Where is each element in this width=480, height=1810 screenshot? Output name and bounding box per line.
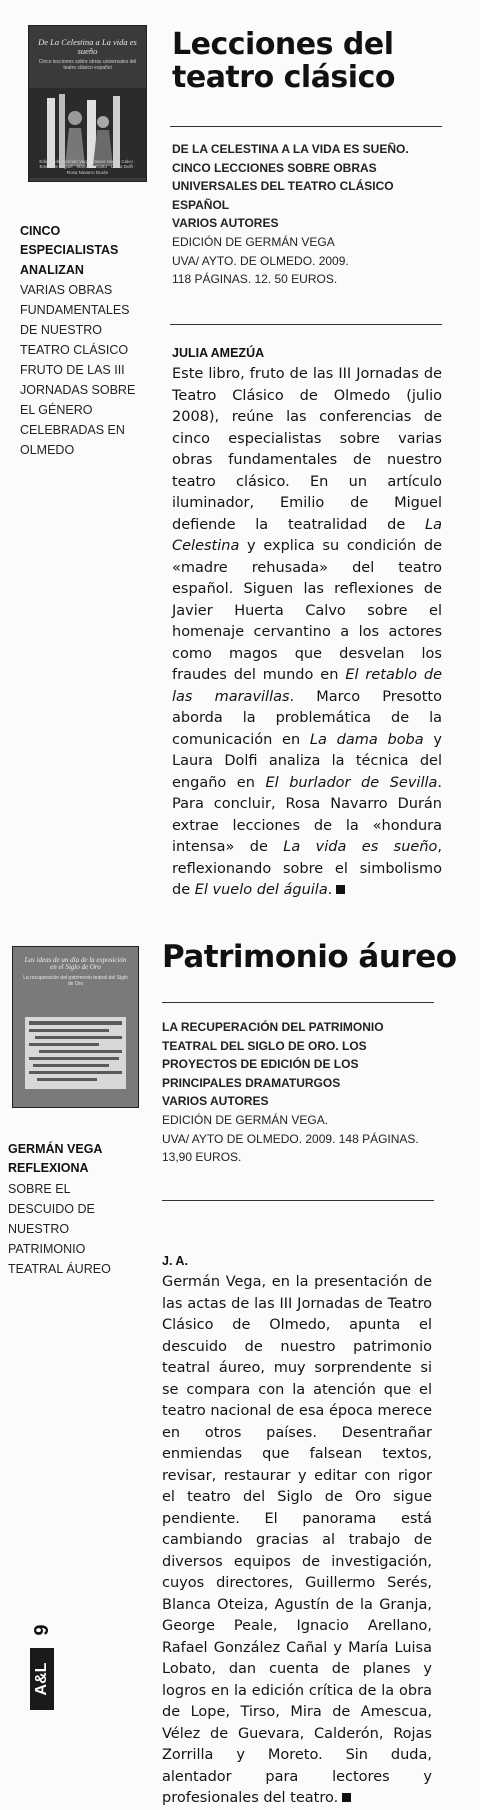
- review-1-meta-rule: [170, 324, 442, 325]
- cover-1-title: De La Celestina a La vida es sueño: [38, 37, 137, 56]
- review-1-edition: EDICIÓN DE GERMÁN VEGA: [172, 234, 335, 249]
- review-2-side-heading: GERMÁN VEGA REFLEXIONA: [8, 1142, 102, 1176]
- cover-2-title: Las ideas de un día de la exposición en el Siglo de Oro: [24, 956, 127, 972]
- body-text: . Marco Presotto aborda la problemática de la comunicación en: [172, 688, 442, 748]
- review-2-authors: VARIOS AUTORES: [162, 1094, 269, 1109]
- book-cover-2: [12, 946, 139, 1108]
- italic-title: El burlador de Sevilla: [265, 774, 438, 791]
- body-text: Este libro, fruto de las III Jornadas de Teatro Clásico de Olmedo (julio 2008), reúne las conferencias de cinco especialistas sobre varias obras fundamentales de nuestro teatro clásico. En un artículo iluminador, Emilio de Miguel defiende la teatralidad de: [172, 366, 442, 533]
- section-badge-box: [30, 1648, 54, 1710]
- book-cover-1: [28, 25, 147, 182]
- end-mark-icon: [336, 885, 345, 894]
- review-1-book-title: DE LA CELESTINA A LA VIDA ES SUEÑO. CINCO LECCIONES SOBRE OBRAS UNIVERSALES DEL TEATRO CLÁSICO ESPAÑOL: [172, 142, 409, 212]
- body-text: , reflexionando sobre el simbolismo de: [172, 839, 442, 898]
- review-1-reviewer: JULIA AMEZÚA: [172, 346, 265, 360]
- review-2-side-text: SOBRE EL DESCUIDO DE NUESTRO PATRIMONIO TEATRAL ÁUREO: [8, 1181, 111, 1276]
- body-text: . Para concluir, Rosa Navarro Durán extrae lecciones de la «hondura intensa» de: [172, 774, 442, 855]
- review-1-side-heading: CINCO ESPECIALISTAS ANALIZAN: [20, 224, 119, 277]
- review-1-title-line1: Lecciones del: [172, 27, 394, 62]
- section-badge: [30, 1618, 54, 1713]
- review-1-publisher: UVA/ AYTO. DE OLMEDO. 2009.: [172, 253, 349, 268]
- body-text: y Laura Dolfi analiza la técnica del engaño en: [172, 731, 442, 791]
- review-2-book-title: LA RECUPERACIÓN DEL PATRIMONIO TEATRAL DEL SIGLO DE ORO. LOS PROYECTOS DE EDICIÓN DE LOS PRINCIPALES DRAMATURGOS: [162, 1020, 384, 1090]
- review-2-bibliographic: [162, 1018, 432, 1167]
- page-number: 9: [31, 1624, 53, 1636]
- review-2-body-text: Germán Vega, en la presentación de las actas de las III Jornadas de Teatro Clásico de Olmedo, apunta el descuido de nuestro patrimonio teatral áureo, muy sorprendente si se compara con la atención que el teatro nacional de esa época merece en otros países. Desentrañar enmiendas que falsean textos, revisar, restaurar y editar con rigor el teatro del Siglo de Oro sigue pendiente. El panorama está cambiando gracias al trabajo de diversos equipos de investigación, cuyos directores, Guillermo Serés, Blanca Oteiza, Agustín de la Granja, George Peale, Ignacio Arellano, Rafael González Cañal y María Luisa Lobato, dan cuenta de planes y logros en la edición crítica de la obra de Lope, Tirso, Mira de Amescua, Vélez de Guevara, Calderón, Rojas Zorrilla y Moreto. Sin duda, alentador para lectores y profesionales del teatro.: [162, 1274, 432, 1806]
- review-1-title-rule: [170, 126, 442, 127]
- review-2-title: Patrimonio áureo: [162, 939, 457, 975]
- italic-title: El vuelo del águila: [194, 882, 328, 898]
- review-1-title: [172, 28, 462, 94]
- cover-2-subtitle: La recuperación del patrimonio teatral del Siglo de Oro: [23, 974, 128, 987]
- review-1-sidebar: [20, 222, 138, 460]
- body-text: .: [327, 882, 333, 898]
- end-mark-icon: [342, 1793, 351, 1802]
- cover-1-subtitle: Cinco lecciones sobre obras universales del teatro clásico español: [38, 58, 137, 71]
- review-2-title-rule: [162, 1002, 434, 1003]
- review-1-side-text: VARIAS OBRAS FUNDAMENTALES DE NUESTRO TEATRO CLÁSICO FRUTO DE LAS III JORNADAS SOBRE EL GÉNERO CELEBRADAS EN OLMEDO: [20, 283, 136, 458]
- review-1-body: [172, 364, 442, 902]
- review-1-title-line2: teatro clásico: [172, 60, 395, 95]
- body-text: y explica su condición de «madre rehusada» del teatro español. Siguen las reflexiones de Javier Huerta Calvo sobre el homenaje cervantino a los actores como magos que desvelan los fraudes del mundo en: [172, 538, 442, 683]
- cover-2-illustration: [25, 1017, 126, 1089]
- review-1-pages-price: 118 PÁGINAS. 12. 50 EUROS.: [172, 272, 338, 287]
- italic-title: La Celestina: [172, 516, 442, 554]
- review-2-meta-rule: [162, 1200, 434, 1201]
- review-2-sidebar: [8, 1140, 126, 1279]
- italic-title: La dama boba: [309, 731, 424, 748]
- italic-title: El retablo de las maravillas: [172, 667, 443, 705]
- review-2-reviewer: J. A.: [162, 1254, 188, 1268]
- cover-1-credits: Edición de Germán Vega · Javier Huerta Calvo · Emilio de Miguel · Marco Presotto · Laura Dolfi · Rosa Navarro Durán: [39, 158, 136, 175]
- italic-title: La vida es sueño: [283, 839, 438, 855]
- section-label: A&L: [33, 1662, 50, 1696]
- review-1-bibliographic: [172, 140, 442, 289]
- review-2-edition: EDICIÓN DE GERMÁN VEGA.: [162, 1112, 329, 1127]
- review-2-publisher-pages: UVA/ AYTO DE OLMEDO. 2009. 148 PÁGINAS. 13,90 EUROS.: [162, 1131, 419, 1165]
- review-1-authors: VARIOS AUTORES: [172, 216, 279, 231]
- review-2-body: [162, 1272, 432, 1810]
